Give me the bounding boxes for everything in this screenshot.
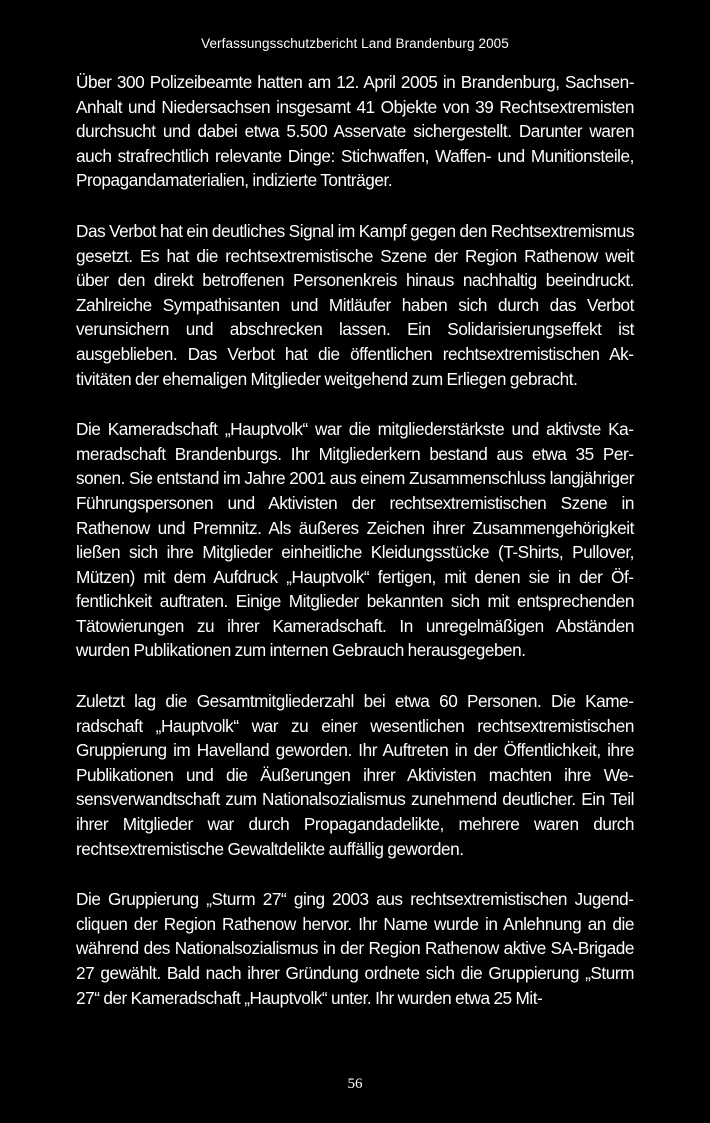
page-number: 56 xyxy=(347,1076,363,1092)
body-text xyxy=(76,70,634,1036)
paragraph-membership: Zuletzt lag die Gesamtmitgliederzahl bei etwa 60 Personen. Die Kameradschaft „Hauptvolk“ war zu einer wesentlichen rechtsextremistischen Gruppierung im Havelland geworden. Ihr Auftreten in der Öffentlichkeit, ihre Publikationen und die Äußerungen ihrer Aktivisten machten ihre Wesensverwandtschaft zum Nationalsozialismus zunehmend deutlicher. Ein Teil ihrer Mitglieder war durch Propagandadelikte, mehrere waren durch rechtsextremistische Gewaltdelikte auffällig geworden. xyxy=(76,691,634,859)
paragraph-sturm-27: Die Gruppierung „Sturm 27“ ging 2003 aus rechtsextremistischen Jugendcliquen der Region Rathenow hervor. Ihr Name wurde in Anlehnung an die während des Nationalsozialismus in der Region Rathenow aktive SA-Brigade 27 gewählt. Bald nach ihrer Gründung ordnete sich die Gruppierung „Sturm 27“ der Kameradschaft „Hauptvolk“ unter. Ihr wurden etwa 25 Mit- xyxy=(76,889,634,1008)
running-header: Verfassungsschutzbericht Land Brandenburg 2005 xyxy=(201,36,509,51)
paragraph-ban-effect: Das Verbot hat ein deutliches Signal im Kampf gegen den Rechtsextremismus gesetzt. Es hat die rechtsextremistische Szene der Region Rathenow weit über den direkt betroffenen Personenkreis hinaus nachhaltig beeindruckt. Zahlreiche Sympathisanten und Mitläufer haben sich durch das Verbot verunsichern und abschrecken lassen. Ein Solidarisierungseffekt ist ausgeblieben. Das Verbot hat die öffentlichen rechtsextremistischen Aktivitäten der ehemaligen Mitglieder weitgehend zum Erliegen gebracht. xyxy=(76,220,634,389)
paragraph-hauptvolk: Die Kameradschaft „Hauptvolk“ war die mitgliederstärkste und aktivste Kameradschaft Brandenburgs. Ihr Mitgliederkern bestand aus etwa 35 Personen. Sie entstand im Jahre 2001 aus einem Zusammenschluss langjähriger Führungspersonen und Aktivisten der rechtsextremistischen Szene in Rathenow und Premnitz. Als äußeres Zeichen ihrer Zusammengehörigkeit ließen sich ihre Mitglieder einheitliche Kleidungsstücke (T-Shirts, Pullover, Mützen) mit dem Aufdruck „Hauptvolk“ fertigen, mit denen sie in der Öffentlichkeit auftraten. Einige Mitglieder bekannten sich mit entsprechenden Tätowierungen zu ihrer Kameradschaft. In unregelmäßigen Abständen wurden Publikationen zum internen Gebrauch herausgegeben. xyxy=(76,419,634,661)
paragraph-raid: Über 300 Polizeibeamte hatten am 12. April 2005 in Brandenburg, Sachsen-Anhalt und Niedersachsen insgesamt 41 Objekte von 39 Rechtsextremisten durchsucht und dabei etwa 5.500 Asservate sichergestellt. Darunter waren auch strafrechtlich relevante Dinge: Stichwaffen, Waffen- und Munitionsteile, Propagandamaterialien, indizierte Tonträger. xyxy=(76,72,634,191)
